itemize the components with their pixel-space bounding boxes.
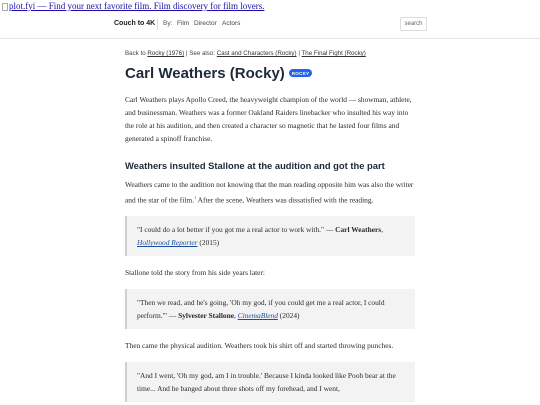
quote-source-link[interactable]: CinemaBlend bbox=[237, 311, 278, 321]
brand-logo[interactable]: Couch to 4K bbox=[114, 20, 156, 27]
nav-link-film[interactable]: Film bbox=[177, 20, 190, 27]
breadcrumb-back-prefix: Back to bbox=[125, 50, 146, 57]
nav-link-actors[interactable]: Actors bbox=[222, 20, 241, 27]
breadcrumb bbox=[125, 50, 415, 57]
quote-separator: , bbox=[234, 311, 238, 321]
article bbox=[125, 50, 415, 402]
quote-text: "I could do a lot better if you got me a real actor to work with." — bbox=[137, 225, 336, 235]
quote-text: "And I went, 'Oh my god, am I in trouble.' Because I kinda looked like Pooh bear at the time... And he banged about three shots off my forehead, and I went, bbox=[137, 371, 396, 394]
quote-attribution: Carl Weathers bbox=[335, 225, 382, 235]
site-banner-link[interactable] bbox=[0, 0, 540, 12]
broken-image-icon bbox=[2, 3, 8, 11]
intro-paragraph: Carl Weathers plays Apollo Creed, the heavyweight champion of the world — showman, athlete, and businessman. Weathers was a former Oakland Raiders linebacker who insulted his way into the role at his audition, and then created a character so magnetic that he lasted four films and generated a spinoff franchise. bbox=[125, 95, 412, 143]
breadcrumb-link-cast[interactable]: Cast and Characters (Rocky) bbox=[216, 50, 297, 57]
section-heading: Weathers insulted Stallone at the audition and got the part bbox=[125, 160, 385, 171]
quote-year: (2024) bbox=[277, 311, 300, 321]
nav-divider bbox=[157, 18, 158, 30]
page-title: Carl Weathers (Rocky) bbox=[125, 64, 285, 82]
by-label: By: bbox=[163, 20, 173, 27]
blockquote bbox=[125, 289, 415, 329]
breadcrumb-back-link[interactable]: Rocky (1976) bbox=[147, 50, 185, 57]
breadcrumb-divider: | bbox=[185, 50, 188, 57]
banner-text: plot.fyi — Find your next favorite film. Film discovery for film lovers. bbox=[9, 1, 265, 11]
section-paragraph: Stallone told the story from his side years later: bbox=[125, 268, 265, 278]
title-row bbox=[125, 64, 415, 82]
section-paragraph bbox=[125, 178, 415, 206]
breadcrumb-divider: | bbox=[298, 50, 300, 57]
paragraph-text: After the scene, Weathers was dissatisfied with the reading. bbox=[196, 195, 374, 205]
search-button[interactable]: search bbox=[400, 17, 427, 31]
blockquote bbox=[125, 362, 415, 402]
quote-source-link[interactable]: Hollywood Reporter bbox=[137, 238, 198, 248]
breadcrumb-link-final-fight[interactable]: The Final Fight (Rocky) bbox=[301, 50, 366, 57]
breadcrumb-see-also: See also: bbox=[189, 50, 216, 57]
footnote-ref[interactable]: 1 bbox=[193, 195, 197, 200]
quote-separator: , bbox=[381, 225, 384, 235]
top-navigation bbox=[0, 12, 540, 39]
quote-text: "Then we read, and he's going, 'Oh my god, if you could get me a real actor, I could perform.'" — bbox=[137, 298, 385, 321]
nav-link-director[interactable]: Director bbox=[194, 20, 217, 27]
section-paragraph: Then came the physical audition. Weathers took his shirt off and started throwing punches. bbox=[125, 341, 394, 351]
blockquote bbox=[125, 216, 415, 256]
quote-year: (2015) bbox=[197, 238, 220, 248]
film-tag-badge[interactable]: ROCKY bbox=[289, 69, 313, 77]
quote-attribution: Sylvester Stallone bbox=[178, 311, 234, 321]
paragraph-text: Weathers came to the audition not knowing that the man reading opposite him was also the writer and the star of the film. bbox=[125, 180, 414, 205]
